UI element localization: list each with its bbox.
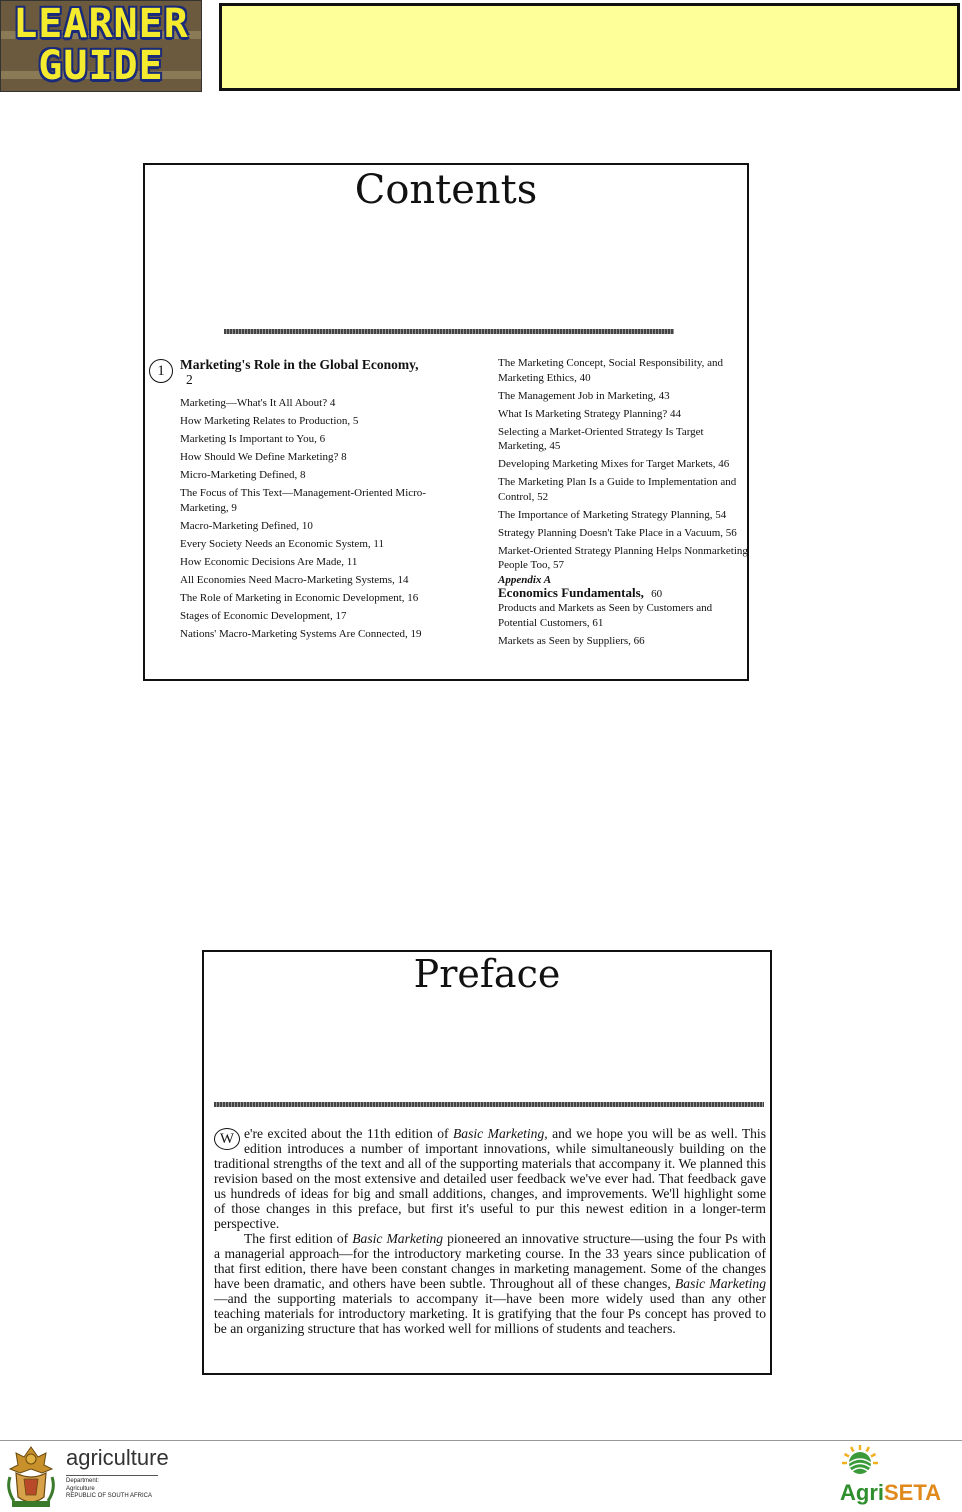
agriseta-logo bbox=[836, 1443, 960, 1509]
toc-left-column bbox=[180, 357, 430, 645]
toc-entry: Products and Markets as Seen by Customers and Potential Customers, 61 bbox=[498, 602, 713, 629]
book-title: Basic Marketing bbox=[674, 1276, 767, 1291]
contents-page-image bbox=[143, 163, 749, 681]
agriseta-seta: SETA bbox=[884, 1480, 942, 1505]
chapter-title bbox=[180, 357, 430, 387]
preface-text: and we hope you will be as well. This edition introduces a number of important innovations, while simultaneously building on the traditional strengths of the text and all of the supporting materials that accompany it. We planned this revision based on the most extensive and detailed user feedback we've ever had. That feedback gave us hundreds of ideas for big and small additions, changes, and improvements. We'll highlight some of those changes in this preface, but first it's useful to pur this newest edition in a longer-term perspective. bbox=[214, 1126, 766, 1231]
agriseta-agri: Agri bbox=[840, 1480, 884, 1505]
preface-text: The first edition of bbox=[244, 1231, 353, 1246]
toc-entry: Developing Marketing Mixes for Target Markets, 46 bbox=[498, 458, 730, 470]
chapter-number-badge: 1 bbox=[149, 359, 173, 383]
appendix-title-page: 60 bbox=[651, 588, 663, 600]
book-title: Basic Marketing bbox=[352, 1231, 444, 1246]
agriseta-wordmark bbox=[840, 1480, 941, 1506]
chapter-title-text: Marketing's Role in the Global Economy, bbox=[180, 357, 419, 372]
book-title: Basic Marketing, bbox=[452, 1126, 548, 1141]
toc-entry: Strategy Planning Doesn't Take Place in a Vacuum, 56 bbox=[498, 526, 737, 539]
department-line: Department: bbox=[66, 1478, 100, 1484]
contents-heading: Contents bbox=[354, 167, 538, 213]
preface-body bbox=[214, 1126, 766, 1336]
toc-entry: The Focus of This Text—Management-Oriented Micro-Marketing, 9 bbox=[180, 487, 426, 514]
preface-text: pioneered an innovative structure—using the four Ps with a managerial approach—for the introductory marketing course. In the 33 years since publication of that first edition, there have been constant changes in marketing management. Some of the changes have been dramatic, and others have been subtle. Throughout all of these changes, bbox=[214, 1231, 766, 1291]
toc-entry: How Economic Decisions Are Made, 11 bbox=[180, 555, 358, 568]
preface-paragraph bbox=[214, 1126, 766, 1231]
toc-entry: Selecting a Market-Oriented Strategy Is Target Marketing, 45 bbox=[498, 425, 704, 452]
toc-entry: The Marketing Plan Is a Guide to Implementation and Control, 52 bbox=[498, 476, 737, 503]
toc-entry: How Marketing Relates to Production, 5 bbox=[180, 415, 359, 427]
toc-entry: The Marketing Concept, Social Responsibility, and Marketing Ethics, 40 bbox=[498, 357, 724, 384]
decorative-rule bbox=[224, 329, 674, 334]
department-subtitle bbox=[66, 1478, 152, 1501]
toc-entry: Macro-Marketing Defined, 10 bbox=[180, 519, 313, 532]
toc-entry: All Economies Need Macro-Marketing Systems, 14 bbox=[180, 573, 409, 586]
department-name: agriculture bbox=[66, 1445, 169, 1470]
preface-page-image bbox=[202, 950, 772, 1375]
toc-entry: Marketing Is Important to You, 6 bbox=[180, 433, 326, 445]
toc-entry: Nations' Macro-Marketing Systems Are Connected, 19 bbox=[180, 627, 422, 640]
toc-entry: Marketing—What's It All About? 4 bbox=[180, 397, 336, 409]
department-agriculture-logo bbox=[2, 1443, 169, 1511]
toc-entry: The Role of Marketing in Economic Development, 16 bbox=[180, 591, 419, 604]
toc-entry: Markets as Seen by Suppliers, 66 bbox=[498, 634, 645, 647]
department-divider bbox=[66, 1475, 158, 1476]
agriseta-globe-icon bbox=[836, 1443, 960, 1483]
preface-paragraph bbox=[214, 1231, 766, 1336]
chapter-title-page: 2 bbox=[186, 372, 193, 387]
decorative-rule bbox=[214, 1102, 764, 1107]
logo-word-learner: LEARNER bbox=[13, 1, 189, 47]
toc-entry: Micro-Marketing Defined, 8 bbox=[180, 469, 306, 481]
logo-word-guide: GUIDE bbox=[38, 43, 164, 89]
toc-entry: Market-Oriented Strategy Planning Helps Nonmarketing People Too, 57 bbox=[498, 544, 748, 571]
toc-entry: The Importance of Marketing Strategy Planning, 54 bbox=[498, 508, 727, 521]
learner-guide-logo bbox=[0, 0, 202, 92]
toc-right-column bbox=[498, 356, 750, 652]
appendix-title bbox=[498, 586, 750, 601]
toc-entry: What Is Marketing Strategy Planning? 44 bbox=[498, 407, 681, 420]
footer-divider bbox=[0, 1440, 962, 1441]
toc-entry: How Should We Define Marketing? 8 bbox=[180, 451, 347, 463]
toc-entry: Stages of Economic Development, 17 bbox=[180, 609, 347, 622]
department-line: Agriculture bbox=[66, 1485, 95, 1492]
appendix-title-text: Economics Fundamentals, bbox=[498, 585, 644, 600]
preface-text: e're excited about the 11th edition of bbox=[244, 1126, 453, 1141]
department-line: REPUBLIC OF SOUTH AFRICA bbox=[66, 1493, 153, 1499]
appendix-label: Appendix A bbox=[498, 574, 552, 586]
header-title-bar bbox=[219, 3, 960, 91]
preface-text: —and the supporting materials to accompany it—have been more widely used than any other teaching materials for introductory marketing. It is gratifying that the four Ps concept has proved to be an organizing structure that has worked well for millions of students and teachers. bbox=[214, 1291, 766, 1336]
coat-of-arms-icon bbox=[2, 1443, 60, 1509]
preface-heading: Preface bbox=[413, 952, 561, 996]
toc-entry: Every Society Needs an Economic System, 11 bbox=[180, 537, 384, 550]
drop-cap: W bbox=[214, 1128, 240, 1150]
toc-entry: The Management Job in Marketing, 43 bbox=[498, 389, 670, 402]
